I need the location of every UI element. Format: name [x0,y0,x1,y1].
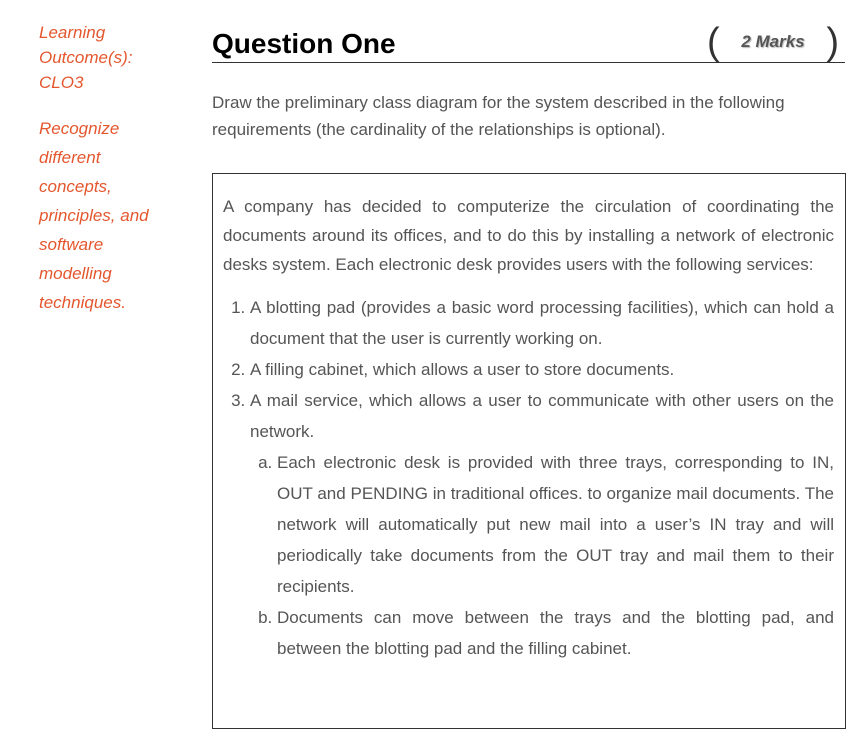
learning-outcome-panel [39,20,169,317]
service-item-text: A mail service, which allows a user to communicate with other users on the network. [250,391,834,441]
learning-outcome-label: Learning Outcome(s): CLO3 [39,23,133,92]
mail-subitem: b. Documents can move between the trays and the blotting pad, and between the blotting pad and the filling cabinet. [277,602,834,664]
question-title: Question One [212,28,396,59]
service-item: 2. A filling cabinet, which allows a user to store documents. [250,354,834,385]
question-header [212,20,845,63]
learning-outcome-description: Recognize different concepts, principles, and software modelling techniques. [39,119,149,312]
marks-label: 2 Marks [741,32,805,51]
marks-badge [707,22,839,62]
service-item: 1. A blotting pad (provides a basic word processing facilities), which can hold a document that the user is currently working on. [250,292,834,354]
requirements-box [212,173,846,729]
requirements-intro: A company has decided to computerize the circulation of coordinating the documents around its offices, and to do this by installing a network of electronic desks system. Each electronic desk provides users with the following services: [223,197,834,274]
right-bracket-icon: ) [826,21,839,63]
left-bracket-icon: ( [707,21,720,63]
mail-service-sublist [250,447,834,664]
services-list [223,292,834,664]
mail-subitem: a. Each electronic desk is provided with three trays, corresponding to IN, OUT and PENDING in traditional offices. to organize mail documents. The network will automatically put new mail into a user’s IN tray and will periodically take documents from the OUT tray and mail them to their recipients. [277,447,834,602]
service-item [250,385,834,664]
question-instructions: Draw the preliminary class diagram for the system described in the following requirements (the cardinality of the relationships is optional). [212,93,785,139]
